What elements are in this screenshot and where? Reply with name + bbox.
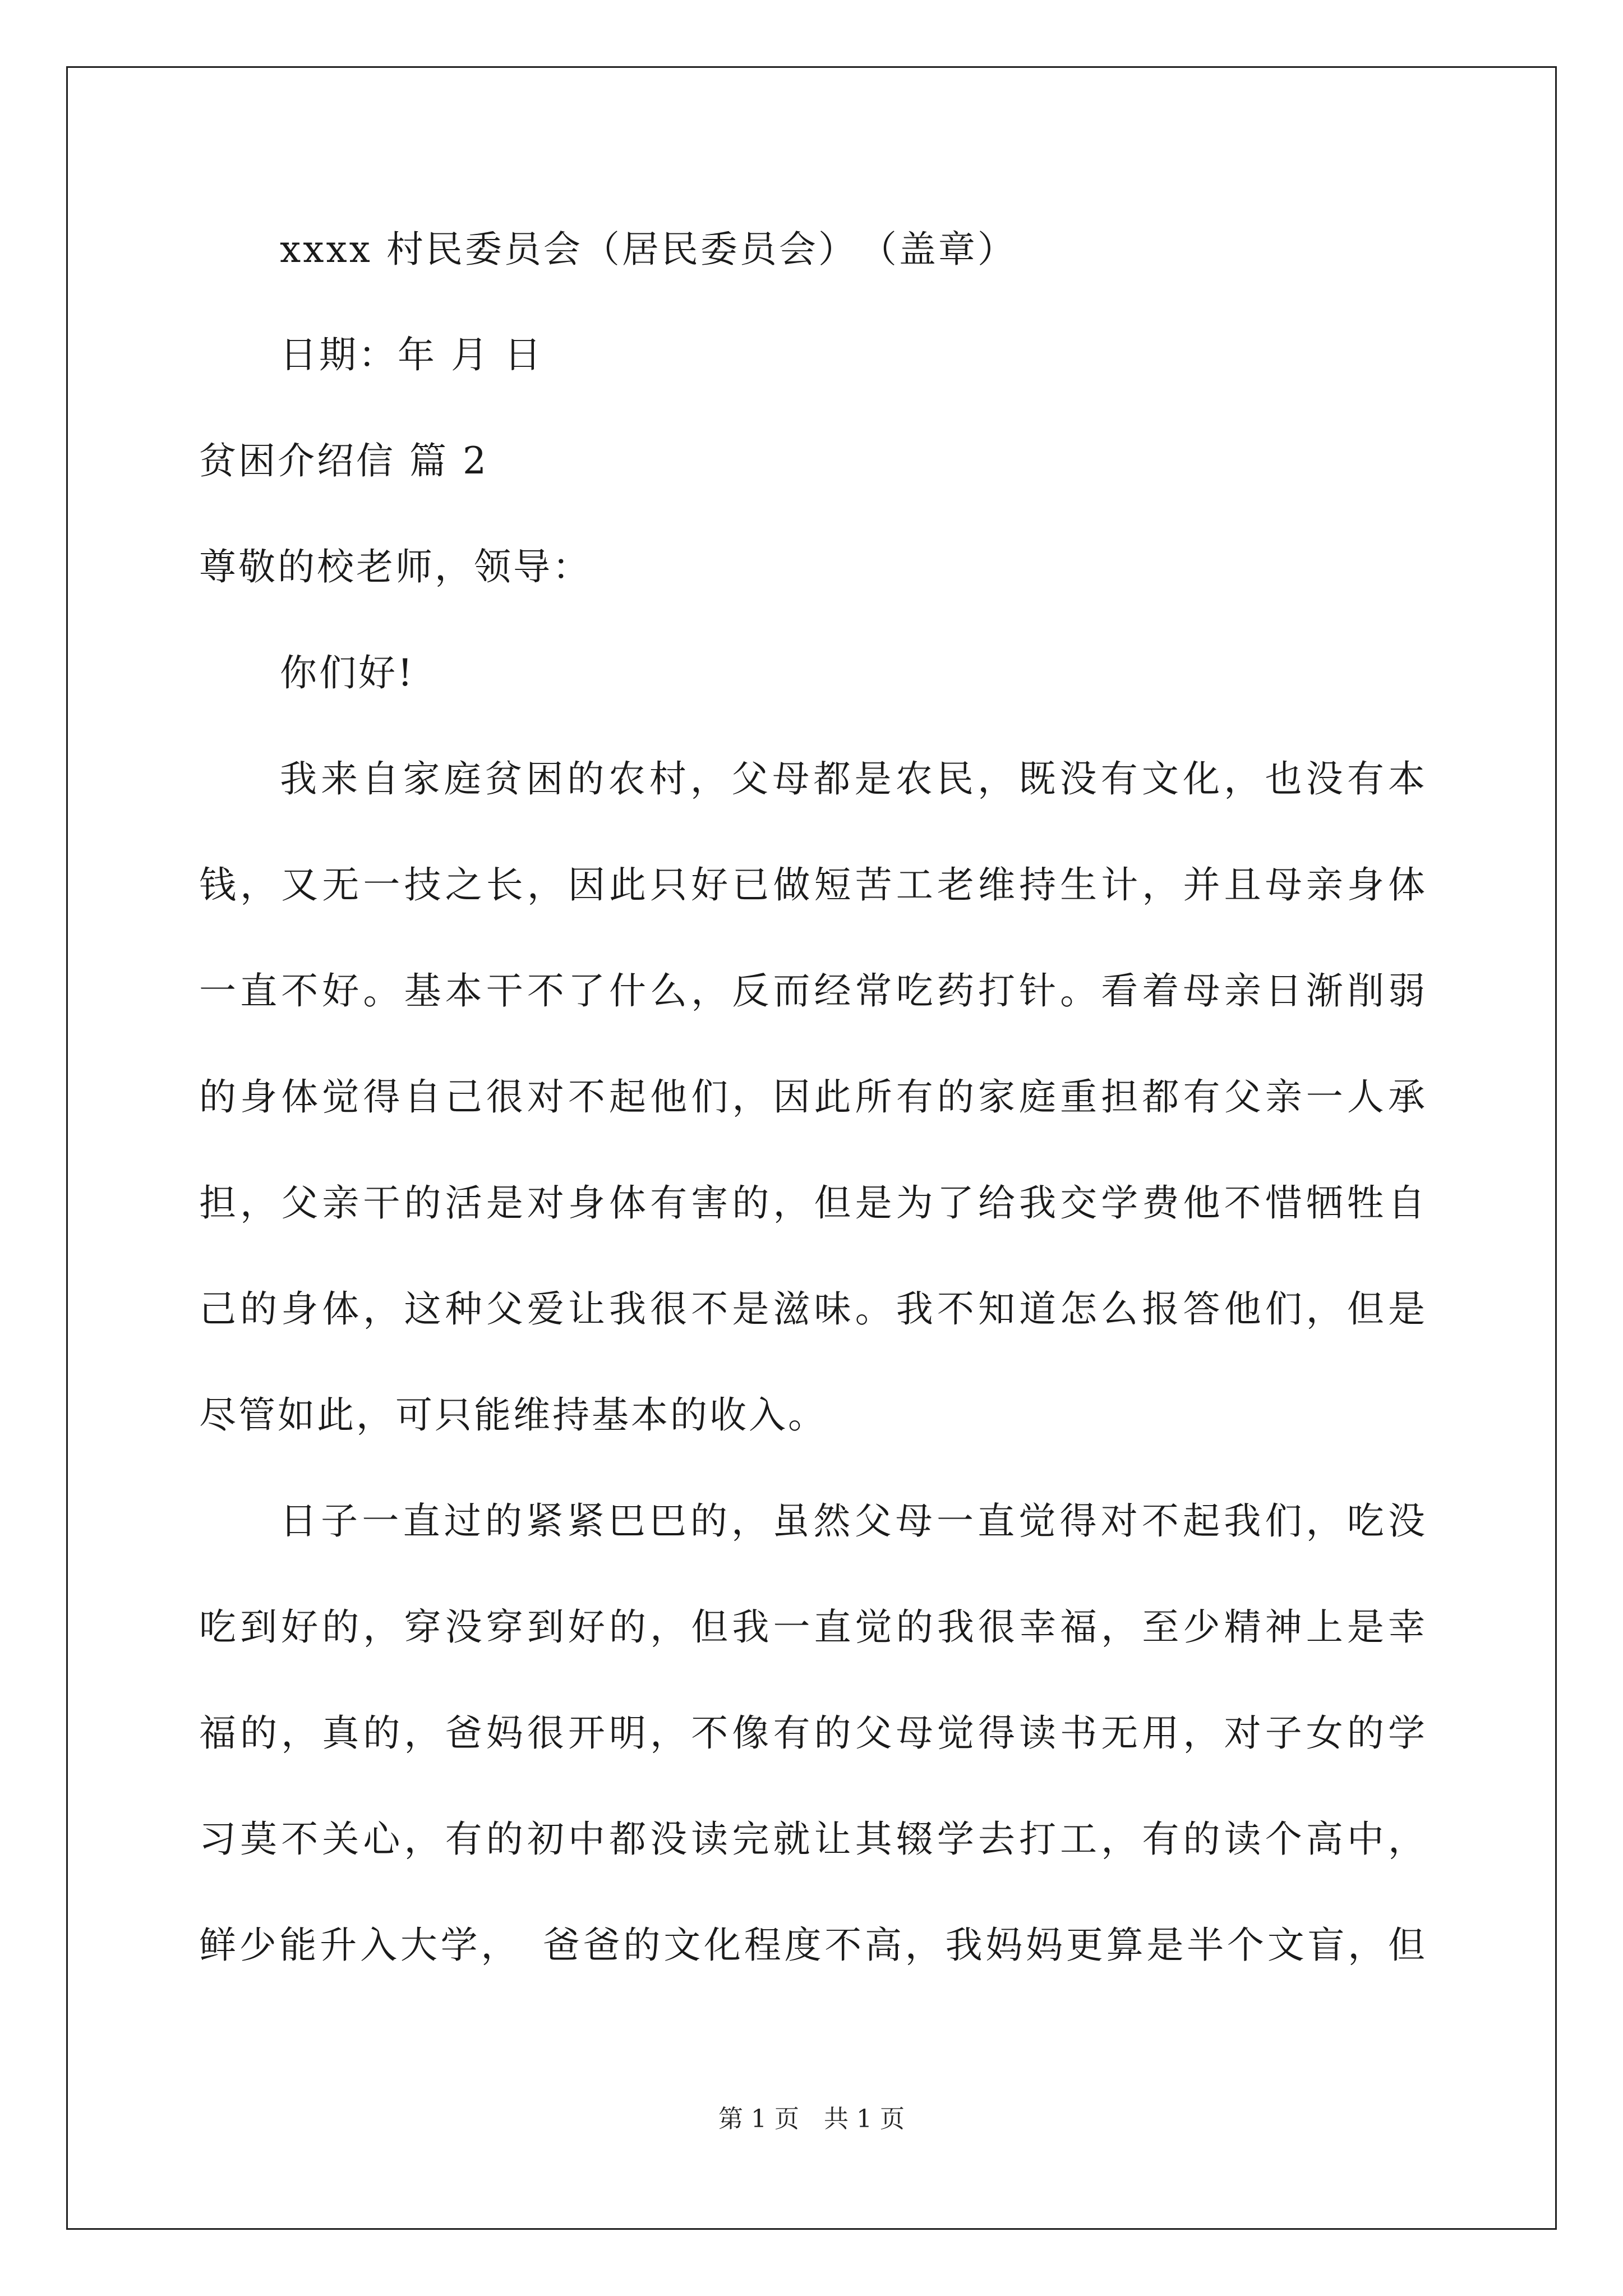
page-border xyxy=(66,66,1557,2230)
date-line: 日期：年 月 日 xyxy=(280,333,543,376)
salutation: 尊敬的校老师，领导： xyxy=(199,545,592,588)
paragraph-1-line-2: 钱，又无一技之长，因此只好已做短苦工老维持生计，并且母亲身体 xyxy=(199,863,1427,907)
paragraph-1-line-7: 尽管如此，可只能维持基本的收入。 xyxy=(199,1393,827,1437)
paragraph-2-line-2: 吃到好的，穿没穿到好的，但我一直觉的我很幸福，至少精神上是幸 xyxy=(199,1605,1427,1649)
greeting: 你们好! xyxy=(280,651,415,694)
section-title: 贫困介绍信 篇 2 xyxy=(199,439,488,482)
paragraph-2-line-3: 福的，真的，爸妈很开明，不像有的父母觉得读书无用，对子女的学 xyxy=(199,1711,1427,1755)
paragraph-1-line-3: 一直不好。基本干不了什么，反而经常吃药打针。看着母亲日渐削弱 xyxy=(199,969,1427,1013)
paragraph-1-line-4: 的身体觉得自己很对不起他们，因此所有的家庭重担都有父亲一人承 xyxy=(199,1075,1427,1119)
paragraph-2-line-1: 日子一直过的紧紧巴巴的，虽然父母一直觉得对不起我们，吃没 xyxy=(280,1499,1427,1543)
paragraph-2-line-5: 鲜少能升入大学， 爸爸的文化程度不高，我妈妈更算是半个文盲，但 xyxy=(199,1924,1427,1967)
paragraph-1-line-5: 担，父亲干的活是对身体有害的，但是为了给我交学费他不惜牺牲自 xyxy=(199,1181,1427,1225)
page-footer: 第 1 页 共 1 页 xyxy=(718,2105,905,2133)
paragraph-2-line-4: 习莫不关心，有的初中都没读完就让其辍学去打工，有的读个高中， xyxy=(199,1818,1427,1861)
paragraph-1-line-1: 我来自家庭贫困的农村，父母都是农民，既没有文化，也没有本 xyxy=(280,757,1427,800)
paragraph-1-line-6: 己的身体，这种父爱让我很不是滋味。我不知道怎么报答他们，但是 xyxy=(199,1287,1427,1331)
stamp-line: xxxx 村民委员会（居民委员会） （盖章） xyxy=(280,228,1017,271)
